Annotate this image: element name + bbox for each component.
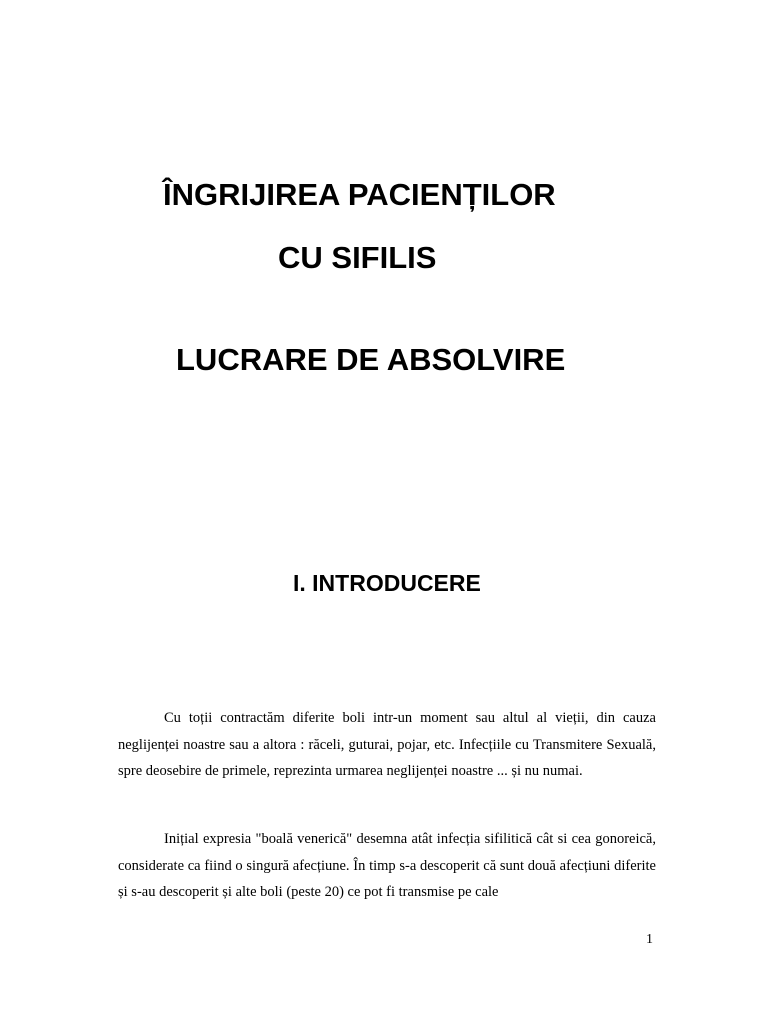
document-title-line-2: CU SIFILIS: [278, 240, 437, 275]
body-paragraph: Inițial expresia "boală venerică" desemna atât infecția sifilitică cât si cea gonoreică, considerate ca fiind o singură afecțiune. În timp s-a descoperit că sunt două afecțiuni diferite și s-au descoperit și alte boli (peste 20) ce pot fi transmise pe cale: [118, 831, 656, 900]
body-paragraph: Cu toții contractăm diferite boli intr-un moment sau altul al vieții, din cauza neglijenței noastre sau a altora : răceli, guturai, pojar, etc. Infecțiile cu Transmitere Sexuală, spre deosebire de primele, reprezinta urmarea neglijenței noastre ... și nu numai.: [118, 710, 656, 779]
document-subtitle: LUCRARE DE ABSOLVIRE: [176, 342, 566, 377]
section-heading: I. INTRODUCERE: [293, 570, 481, 596]
document-title-line-1: ÎNGRIJIREA PACIENȚILOR: [163, 177, 556, 212]
page-number: 1: [646, 932, 653, 947]
